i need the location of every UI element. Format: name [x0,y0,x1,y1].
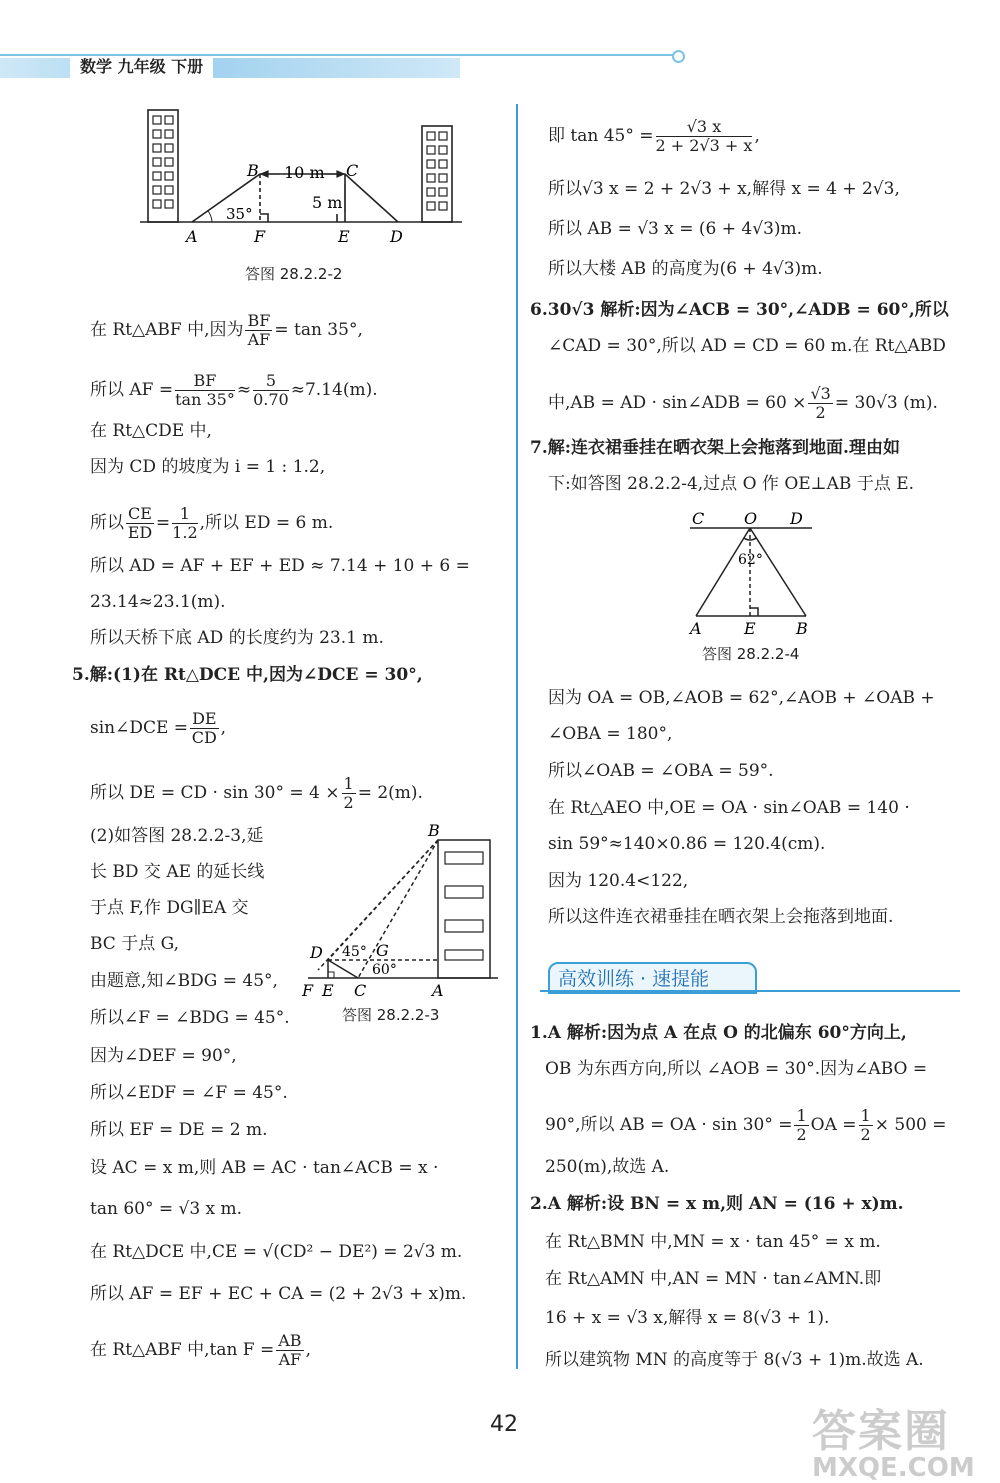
right-line-s4: 250(m),故选 A. [545,1157,670,1177]
fig2-caption: 答图 28.2.2-3 [342,1006,440,1024]
left-line-3: 在 Rt△CDE 中, [90,421,212,441]
label-angle3: 62° [738,552,763,568]
right-line-1: 即 tan 45° = $\frac{√3 x}{2 + 2√3 + x}$ , [548,117,760,155]
column-divider [516,104,518,1369]
right-line-9: 下:如答图 28.2.2-4,过点 O 作 OE⊥AB 于点 E. [548,474,915,494]
label-a1: 45° [342,944,367,960]
right-line-4: 所以大楼 AB 的高度为(6 + 4√3)m. [548,259,823,279]
right-line-7: 中,AB = AD · sin∠ADB = 60 × $\frac{√3}{2}$ = 30√3 (m). [548,384,938,422]
left-line-19: 所以∠EDF = ∠F = 45°. [90,1083,288,1103]
right-line-s1: 1.A 解析:因为点 A 在点 O 的北偏东 60°方向上, [530,1023,907,1043]
left-line-6: 所以 AD = AF + EF + ED ≈ 7.14 + 10 + 6 = [90,556,470,576]
right-line-5: 6.30√3 解析:因为∠ACB = 30°,∠ADB = 60°,所以 [530,300,949,320]
page-number: 42 [490,1412,518,1437]
label-C2: C [354,981,367,1000]
left-line-7: 23.14≈23.1(m). [90,592,226,612]
label-E2: E [322,981,334,1000]
right-line-15: 因为 120.4<122, [548,871,689,891]
left-line-8: 所以天桥下底 AD 的长度约为 23.1 m. [90,628,384,648]
figure-tower [298,822,503,1004]
header-dot [672,50,685,63]
label-F: F [254,227,266,246]
left-line-17: 所以∠F = ∠BDG = 45°. [90,1008,290,1028]
right-line-12: 所以∠OAB = ∠OBA = 59°. [548,761,774,781]
watermark-line1: 答案圈 [812,1406,950,1457]
right-line-14: sin 59°≈140×0.86 = 120.4(cm). [548,834,826,854]
label-E: E [338,227,350,246]
label-D: D [390,227,403,246]
left-line-24: 所以 AF = EF + EC + CA = (2 + 2√3 + x)m. [90,1284,467,1304]
fig3-caption: 答图 28.2.2-4 [702,645,800,663]
left-line-18: 因为∠DEF = 90°, [90,1046,237,1066]
left-line-13: 长 BD 交 AE 的延长线 [90,862,265,882]
left-line-12: (2)如答图 28.2.2-3,延 [90,826,264,846]
right-line-s5: 2.A 解析:设 BN = x m,则 AN = (16 + x)m. [530,1194,904,1214]
section-title: 高效训练 · 速提能 [558,968,710,990]
left-line-15: BC 于点 G, [90,934,180,954]
left-line-23: 在 Rt△DCE 中,CE = √(CD² − DE²) = 2√3 m. [90,1242,463,1262]
label-angle: 35° [226,205,253,223]
right-line-2: 所以√3 x = 2 + 2√3 + x,解得 x = 4 + 2√3, [548,179,900,199]
label-B3: B [796,619,808,638]
left-line-9: 5.解:(1)在 Rt△DCE 中,因为∠DCE = 30°, [72,665,423,685]
label-D2: D [310,943,323,962]
figure-hanger [686,508,816,642]
label-a2: 60° [372,962,397,978]
left-line-25: 在 Rt△ABF 中,tan F = $\frac{AB}{AF}$ , [90,1331,311,1369]
label-B: B [247,161,259,180]
label-O3: O [744,509,758,528]
right-line-6: ∠CAD = 30°,所以 AD = CD = 60 m.在 Rt△ABD [548,336,946,356]
header-bar [0,58,460,78]
header-title: 数学 九年级 下册 [70,56,213,78]
right-line-10: 因为 OA = OB,∠AOB = 62°,∠AOB + ∠OAB + [548,688,935,708]
right-line-s9: 所以建筑物 MN 的高度等于 8(√3 + 1)m.故选 A. [545,1350,924,1370]
label-height: 5 m [312,193,343,212]
label-B2: B [428,822,440,840]
left-line-20: 所以 EF = DE = 2 m. [90,1120,268,1140]
left-line-1: 在 Rt△ABF 中,因为 $\frac{BF}{AF}$ = tan 35°, [90,311,363,349]
right-line-16: 所以这件连衣裙垂挂在晒衣架上会拖落到地面. [548,907,894,927]
label-top: 10 m [284,163,325,182]
right-line-s2: OB 为东西方向,所以 ∠AOB = 30°.因为∠ABO = [545,1059,928,1079]
label-A2: A [432,981,444,1000]
left-line-10: sin∠DCE = $\frac{DE}{CD}$ , [90,709,226,747]
right-line-11: ∠OBA = 180°, [548,724,673,744]
watermark-line2: MXQE.COM [812,1453,975,1483]
left-line-5: 所以 $\frac{CE}{ED}$ = $\frac{1}{1.2}$ ,所以 ED = 6 m. [90,504,334,542]
right-line-s7: 在 Rt△AMN 中,AN = MN · tan∠AMN.即 [545,1269,882,1289]
label-D3: D [790,509,803,528]
left-line-4: 因为 CD 的坡度为 i = 1 : 1.2, [90,457,326,477]
watermark [812,1395,975,1483]
figure-bridge [140,108,470,248]
fig1-caption: 答图 28.2.2-2 [245,265,343,283]
label-F2: F [302,981,314,1000]
right-line-8: 7.解:连衣裙垂挂在晒衣架上会拖落到地面.理由如 [530,438,900,458]
left-line-22: tan 60° = √3 x m. [90,1199,243,1219]
section-header [540,962,960,994]
left-line-14: 于点 F,作 DG∥EA 交 [90,898,249,918]
page-header [0,52,680,82]
left-line-21: 设 AC = x m,则 AB = AC · tan∠ACB = x · [90,1158,439,1178]
left-line-16: 由题意,知∠BDG = 45°, [90,971,278,991]
label-C3: C [692,509,705,528]
label-G2: G [376,941,389,960]
label-C: C [346,161,359,180]
section-rule [540,990,960,992]
label-A3: A [690,619,702,638]
left-line-11: 所以 DE = CD · sin 30° = 4 × $\frac{1}{2}$ = 2(m). [90,774,423,812]
right-line-13: 在 Rt△AEO 中,OE = OA · sin∠OAB = 140 · [548,798,910,818]
right-line-s6: 在 Rt△BMN 中,MN = x · tan 45° = x m. [545,1232,881,1252]
label-A: A [186,227,198,246]
left-line-2: 所以 AF = $\frac{BF}{\tan 35^\circ}$ ≈ $\frac{5}{0.70}$ ≈7.14(m). [90,371,378,409]
label-E3: E [744,619,756,638]
right-line-3: 所以 AB = √3 x = (6 + 4√3)m. [548,219,803,239]
right-line-s8: 16 + x = √3 x,解得 x = 8(√3 + 1). [545,1308,830,1328]
right-line-s3: 90°,所以 AB = OA · sin 30° = $\frac{1}{2}$ OA = $\frac{1}{2}$ × 500 = [545,1106,947,1144]
